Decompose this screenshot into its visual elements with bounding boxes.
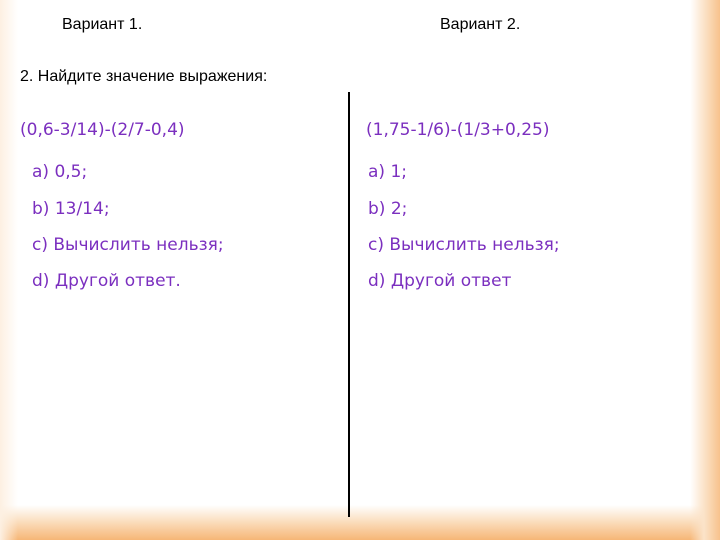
right-option-d: d) Другой ответ bbox=[368, 271, 512, 291]
left-option-a: a) 0,5; bbox=[32, 162, 88, 182]
right-option-b: b) 2; bbox=[368, 199, 408, 219]
task-prompt: 2. Найдите значение выражения: bbox=[20, 68, 268, 85]
variant-2-heading: Вариант 2. bbox=[440, 16, 521, 33]
left-option-b: b) 13/14; bbox=[32, 199, 110, 219]
right-option-c: c) Вычислить нельзя; bbox=[368, 235, 560, 255]
left-expression: (0,6-3/14)-(2/7-0,4) bbox=[20, 120, 185, 140]
left-option-c: c) Вычислить нельзя; bbox=[32, 235, 224, 255]
left-option-d: d) Другой ответ. bbox=[32, 271, 181, 291]
variant-1-heading: Вариант 1. bbox=[62, 16, 143, 33]
right-expression: (1,75-1/6)-(1/3+0,25) bbox=[366, 120, 550, 140]
right-option-a: a) 1; bbox=[368, 162, 407, 182]
column-divider bbox=[348, 92, 350, 517]
